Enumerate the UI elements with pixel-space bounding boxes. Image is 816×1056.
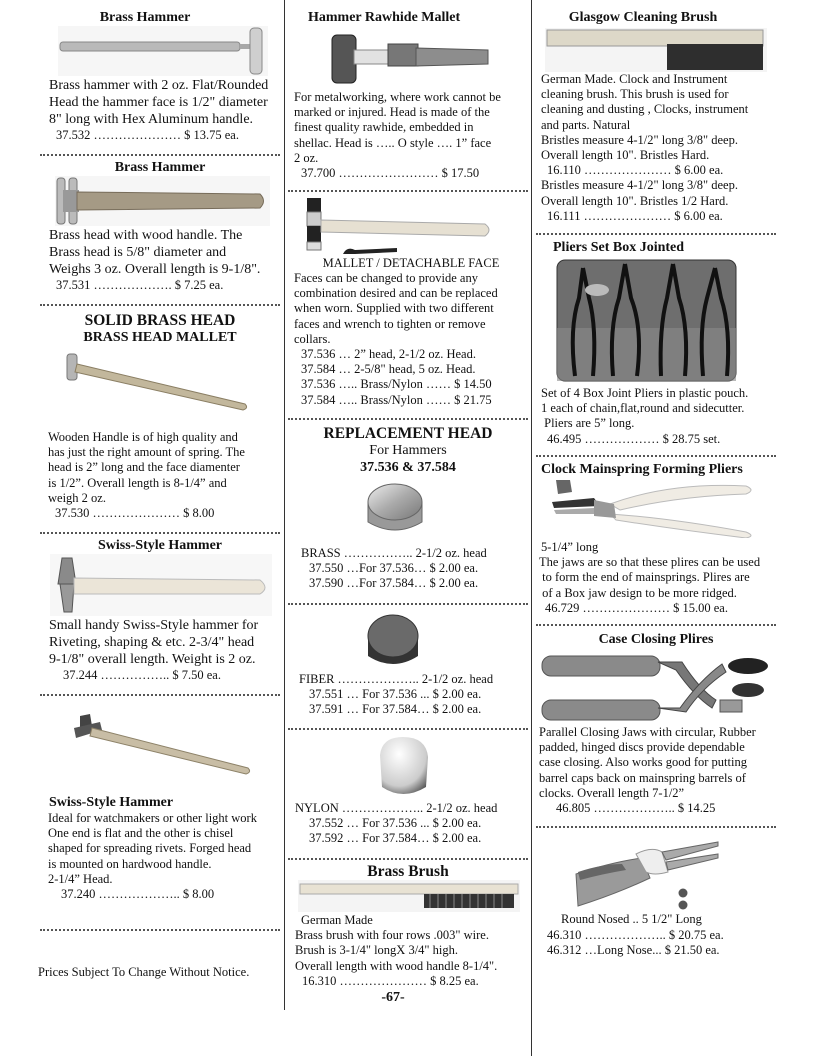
glasgow-brush-image: [545, 28, 767, 72]
product-title: Glasgow Cleaning Brush: [568, 10, 718, 25]
price-line: 16.110 ………………… $ 6.00 ea.: [547, 163, 724, 178]
section-divider: [288, 728, 528, 730]
brass-brush-image: [298, 880, 520, 912]
brass-hammer-image: [58, 26, 268, 76]
section-divider: [536, 455, 776, 457]
section-divider: [40, 929, 280, 931]
price-line: 46.729 ………………… $ 15.00 ea.: [545, 601, 728, 615]
product-description: German Made Brass brush with four rows .003" wire. Brush is 3-1/4" longX 3/4" high. Overall length with wood handle 8-1/4".: [295, 913, 498, 973]
product-description: 5-1/4” long The jaws are so that these plires can be used to form the end of mainsprings. Plires are of a Box jaw design to be more ridged.: [539, 540, 761, 600]
product-description: Parallel Closing Jaws with circular, Rubber padded, hinged discs provide dependable case closing. Also works good for putting barrel caps back on mainspring barrels of clocks. Overall length 7-1/2”: [539, 725, 756, 800]
section-divider: [288, 190, 528, 192]
brass-head-prices: BRASS …………….. 2-1/2 oz. head 37.550 …For 37.536… $ 2.00 ea. 37.590 …For 37.584… $ 2.00 ea.: [301, 546, 487, 591]
section-divider: [536, 826, 776, 828]
page-number: -67-: [381, 990, 405, 1005]
price-line: 37.532 ………………… $ 13.75 ea.: [56, 128, 239, 142]
price-line: 16.310 ………………… $ 8.25 ea.: [302, 974, 479, 988]
product-description: Round Nosed .. 5 1/2" Long: [561, 912, 702, 926]
product-title: Hammer Rawhide Mallet: [308, 10, 461, 25]
product-description: Brass hammer with 2 oz. Flat/Rounded Head the hammer face is 1/2" diameter 8" long with Hex Aluminum handle.: [49, 78, 269, 127]
price-line: 37.530 ………………… $ 8.00: [55, 506, 215, 520]
product-title: Swiss-Style Hammer: [49, 795, 174, 810]
product-description: For metalworking, where work cannot be marked or injured. Head is made of the finest quality rawhide, embedded in shellac. Head is ….. O style …. 1” face 2 oz.: [294, 90, 501, 165]
price-line: 46.495 ……………… $ 28.75 set.: [547, 432, 721, 446]
footer-note: Prices Subject To Change Without Notice.: [38, 965, 250, 979]
mainspring-pliers-image: [550, 478, 760, 538]
spec-line: 37.536 ….. Brass/Nylon …… $ 14.50: [301, 377, 492, 392]
round-nose-tip-icon: [677, 888, 689, 912]
round-nose-pliers-image: [572, 838, 722, 908]
rawhide-mallet-image: [330, 32, 490, 87]
section-divider: [288, 603, 528, 605]
product-title: Brass Brush: [367, 863, 449, 880]
product-title: SOLID BRASS HEAD: [84, 312, 236, 329]
price-line: 37.244 …………….. $ 7.50 ea.: [63, 668, 221, 682]
spec-list: [301, 347, 492, 408]
section-divider: [288, 418, 528, 420]
product-title: REPLACEMENT HEAD: [323, 425, 493, 442]
pliers-set-image: [555, 258, 738, 383]
section-divider: [40, 532, 280, 534]
price-line: 16.111 ………………… $ 6.00 ea.: [547, 208, 723, 223]
case-closing-pliers-image: [540, 650, 770, 722]
brass-wood-hammer-image: [55, 176, 270, 226]
spec-line: 37.584 ….. Brass/Nylon …… $ 21.75: [301, 392, 492, 407]
section-divider: [40, 694, 280, 696]
brass-head-mallet-image: [65, 352, 250, 414]
product-description: Small handy Swiss-Style hammer for Riveting, shaping & etc. 2-3/4" head 9-1/8" overall length. Weight is 2 oz.: [49, 618, 259, 667]
swiss-hammer-small-image: [70, 712, 255, 778]
column-divider-left: [284, 0, 285, 1010]
section-divider: [536, 233, 776, 235]
product-subtitle: BRASS HEAD MALLET: [83, 330, 237, 345]
swiss-hammer-image: [50, 554, 272, 616]
price-line: 37.240 ……………….. $ 8.00: [61, 887, 215, 901]
product-title: Case Closing Plires: [598, 632, 714, 647]
price-line: 46.310 ……………….. $ 20.75 ea.: [547, 928, 724, 942]
product-title: Brass Hammer: [99, 10, 191, 25]
detachable-mallet-image: [305, 196, 495, 256]
price-line: 46.805 ……………….. $ 14.25: [556, 801, 716, 815]
product-title: Pliers Set Box Jointed: [553, 240, 685, 255]
product-description: Faces can be changed to provide any combination desired and can be replaced when worn. Supplied with two different faces and wrench to tighten or remove collars.: [294, 271, 498, 346]
nylon-head-image: [372, 735, 434, 801]
section-divider: [536, 624, 776, 626]
product-description: Brass head with wood handle. The Brass head is 5/8" diameter and Weighs 3 oz. Overall length is 9-1/8".: [49, 228, 261, 277]
section-divider: [40, 304, 280, 306]
product-description: Set of 4 Box Joint Pliers in plastic pouch. 1 each of chain,flat,round and sidecutter. Pliers are 5” long.: [541, 386, 749, 431]
product-subtitle: MALLET / DETACHABLE FACE: [322, 256, 500, 270]
spec-line: 37.536 … 2” head, 2-1/2 oz. Head.: [301, 347, 476, 361]
product-description: Wooden Handle is of high quality and has just the right amount of spring. The head is 2” long and the face diamenter is 1/2”. Overall length is 8-1/4” and weigh 2 oz.: [48, 430, 245, 505]
section-divider: [288, 858, 528, 860]
price-line: 37.531 ………………. $ 7.25 ea.: [56, 278, 224, 292]
fiber-head-prices: FIBER ……………….. 2-1/2 oz. head 37.551 … For 37.536 ... $ 2.00 ea. 37.591 … For 37.584… $ 2.00 ea.: [299, 672, 494, 717]
section-divider: [40, 154, 280, 156]
price-line: 37.700 …………………… $ 17.50: [301, 166, 480, 180]
product-title: Clock Mainspring Forming Pliers: [541, 462, 743, 477]
price-line: 46.312 …Long Nose... $ 21.50 ea.: [547, 943, 720, 957]
product-description: Ideal for watchmakers or other light work One end is flat and the other is chisel shaped for spreading rivets. Forged head is mounted on hardwood handle. 2-1/4” Head.: [48, 811, 257, 886]
brass-head-image: [364, 478, 426, 540]
fiber-head-image: [364, 612, 422, 670]
product-subtitle: For Hammers: [369, 443, 447, 458]
nylon-head-prices: NYLON ……………….. 2-1/2 oz. head 37.552 … For 37.536 ... $ 2.00 ea. 37.592 … For 37.584… $ 2.00 ea.: [295, 801, 498, 846]
product-description: German Made. Clock and Instrument cleaning brush. This brush is used for cleaning and dusting , Clocks, instrument and parts. Natural Bristles measure 4-1/2" long 3/8" deep. Overall length 10". Bristles Hard. 16.110 ………………… $ 6.00 ea. Bristles measure 4-1/2" long 3/8" deep. Overall length 10". Bristles 1/2 Hard. 16.111 ………………… $ 6.00 ea.: [541, 72, 749, 223]
product-title: Brass Hammer: [114, 160, 206, 175]
column-divider-right: [531, 0, 532, 1056]
product-models: 37.536 & 37.584: [360, 460, 456, 475]
spec-line: 37.584 … 2-5/8" head, 5 oz. Head.: [301, 362, 476, 377]
product-title: Swiss-Style Hammer: [97, 538, 223, 553]
